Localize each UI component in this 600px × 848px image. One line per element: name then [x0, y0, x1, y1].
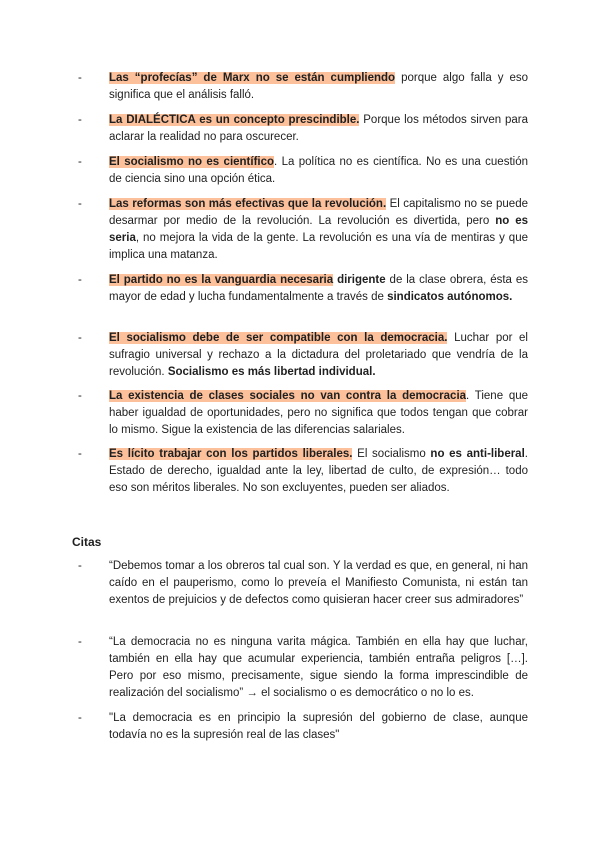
body-text: El socialismo	[352, 448, 431, 460]
list-dash: -	[78, 72, 82, 84]
quote-text: “La democracia no es ninguna varita mágica. También en ella hay que luchar, también en ella hay que acumular experiencia, también entraña peligros […]. Pero por eso mismo, precisamente, sigue siendo la forma imprescindible de realización del socialismo” → el socialismo o es democrático o no lo es.	[109, 636, 528, 699]
highlighted-text: La existencia de clases sociales no van contra la democracia	[109, 390, 467, 402]
bold-text: dirigente	[337, 274, 386, 286]
body-text: . La política no es científica. No es una cuestión de ciencia sino una opción ética.	[109, 156, 528, 185]
highlighted-text: El partido no es la vanguardia necesaria	[109, 274, 334, 286]
list-dash: -	[78, 156, 82, 168]
body-text: de la clase obrera, ésta es mayor de edad y lucha fundamentalmente a través de	[109, 274, 529, 303]
body-text: El capitalismo no se puede desarmar por medio de la revolución. La revolución es divertida, pero	[109, 198, 528, 227]
quote-item	[78, 634, 528, 702]
list-dash: -	[78, 560, 82, 572]
highlighted-text: El socialismo debe de ser compatible con la democracia.	[109, 332, 448, 344]
list-item-text	[109, 272, 528, 306]
highlighted-text: La DIALÉCTICA es un concepto prescindible.	[109, 114, 360, 126]
list-dash: -	[78, 332, 82, 344]
bold-text: no es seria	[109, 215, 528, 244]
body-text: Porque los métodos sirven para aclarar la realidad no para oscurecer.	[109, 114, 528, 143]
list-item	[78, 196, 528, 264]
list-item	[78, 330, 528, 381]
list-item-text	[109, 388, 528, 439]
body-text: , no mejora la vida de la gente. La revolución es una vía de mentiras y que implica una matanza.	[109, 232, 528, 261]
list-dash: -	[78, 114, 82, 126]
bold-text: sindicatos autónomos.	[387, 291, 513, 303]
body-text: porque algo falla y eso significa que el análisis falló.	[109, 72, 528, 101]
list-item	[78, 70, 528, 104]
section-heading-citas: Citas	[72, 535, 102, 549]
list-dash: -	[78, 390, 82, 402]
list-item	[78, 112, 528, 146]
list-item-text	[109, 70, 528, 104]
list-item	[78, 272, 529, 306]
highlighted-text: Las reformas son más efectivas que la revolución.	[109, 198, 387, 210]
list-item	[78, 446, 528, 497]
list-dash: -	[78, 274, 82, 286]
quote-item	[78, 558, 528, 609]
list-item	[78, 388, 529, 439]
bold-text: no es anti-liberal	[430, 448, 525, 460]
list-item-text	[109, 446, 528, 497]
list-dash: -	[78, 712, 82, 724]
list-item	[78, 154, 528, 188]
highlighted-text: El socialismo no es científico	[109, 156, 275, 168]
highlighted-text: Es lícito trabajar con los partidos liberales.	[109, 448, 353, 460]
highlighted-text: Las “profecías” de Marx no se están cumpliendo	[109, 72, 396, 84]
body-text: . Estado de derecho, igualdad ante la ley, libertad de culto, de expresión… todo eso son méritos liberales. No son excluyentes, pueden ser aliados.	[109, 448, 528, 494]
quote-text: “Debemos tomar a los obreros tal cual son. Y la verdad es que, en general, ni han caído en el pauperismo, como lo preveía el Manifiesto Comunista, ni están tan exentos de prejuicios y de defectos como quisieran hacer creer sus admiradores”	[109, 560, 528, 606]
quote-item	[78, 710, 528, 744]
list-dash: -	[78, 636, 82, 648]
list-dash: -	[78, 448, 82, 460]
list-item-text	[109, 196, 528, 264]
list-item-text	[109, 330, 528, 381]
bold-text: Socialismo es más libertad individual.	[167, 366, 376, 378]
body-text: Luchar por el sufragio universal y rechazo a la dictadura del proletariado que vendría de la revolución.	[109, 332, 528, 378]
list-item-text	[109, 154, 528, 188]
quote-text: "La democracia es en principio la supresión del gobierno de clase, aunque todavía no es la supresión real de las clases"	[109, 712, 528, 741]
list-item-text	[109, 112, 528, 146]
list-dash: -	[78, 198, 82, 210]
body-text: . Tiene que haber igualdad de oportunidades, pero no significa que todos tengan que cobrar lo mismo. Sigue la existencia de las diferencias salariales.	[109, 390, 529, 436]
